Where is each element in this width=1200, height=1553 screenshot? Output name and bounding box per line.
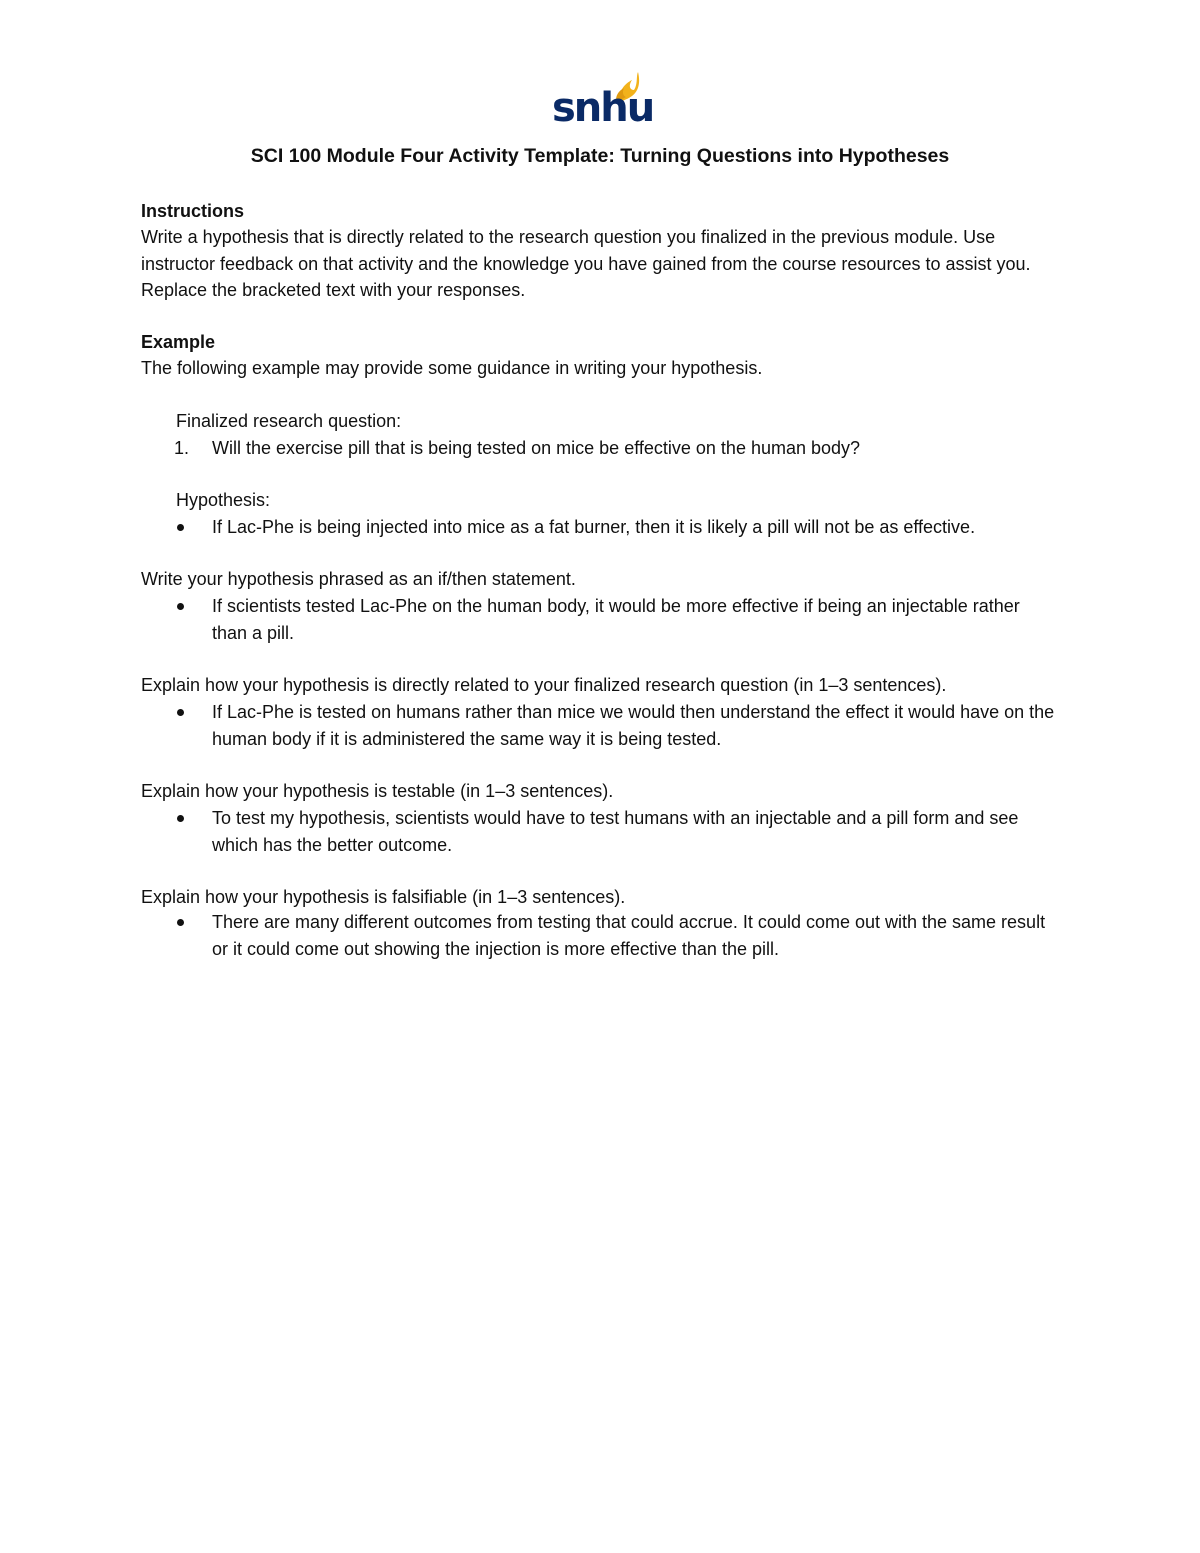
logo-wordmark: snhu bbox=[552, 85, 654, 131]
snhu-logo bbox=[552, 70, 654, 134]
response-testable bbox=[141, 805, 1071, 858]
bullet-icon bbox=[177, 603, 184, 610]
bullet-icon bbox=[177, 709, 184, 716]
response-falsifiable bbox=[141, 909, 1071, 962]
prompt-falsifiable: Explain how your hypothesis is falsifiable (in 1–3 sentences). bbox=[141, 887, 626, 907]
hypothesis-list-item bbox=[141, 514, 1071, 541]
response-if-then bbox=[141, 593, 1071, 646]
prompt-testable: Explain how your hypothesis is testable (in 1–3 sentences). bbox=[141, 781, 614, 801]
question-list-item bbox=[141, 435, 1071, 462]
response-text: If Lac-Phe is tested on humans rather than mice we would then understand the effect it would have on the human body if it is administered the same way it is being tested. bbox=[212, 702, 1055, 749]
document-title: SCI 100 Module Four Activity Template: Turning Questions into Hypotheses bbox=[250, 145, 950, 167]
bullet-icon bbox=[177, 815, 184, 822]
question-label: Finalized research question: bbox=[176, 411, 402, 431]
prompt-related: Explain how your hypothesis is directly related to your finalized research question (in 1–3 sentences). bbox=[141, 675, 947, 695]
list-number: 1. bbox=[174, 438, 190, 458]
example-intro: The following example may provide some guidance in writing your hypothesis. bbox=[141, 358, 763, 378]
response-text: There are many different outcomes from testing that could accrue. It could come out with the same result or it could come out showing the injection is more effective than the pill. bbox=[212, 912, 1046, 959]
hypothesis-text: If Lac-Phe is being injected into mice as a fat burner, then it is likely a pill will not be as effective. bbox=[212, 517, 976, 537]
prompt-if-then: Write your hypothesis phrased as an if/then statement. bbox=[141, 569, 576, 589]
response-text: If scientists tested Lac-Phe on the human body, it would be more effective if being an injectable rather than a pill. bbox=[212, 596, 1020, 643]
question-text: Will the exercise pill that is being tested on mice be effective on the human body? bbox=[212, 438, 861, 458]
example-heading: Example bbox=[141, 332, 216, 352]
response-related bbox=[141, 699, 1071, 752]
response-text: To test my hypothesis, scientists would have to test humans with an injectable and a pill form and see which has the better outcome. bbox=[212, 808, 1019, 855]
hypothesis-label: Hypothesis: bbox=[176, 490, 271, 510]
bullet-icon bbox=[177, 524, 184, 531]
bullet-icon bbox=[177, 919, 184, 926]
instructions-heading: Instructions bbox=[141, 201, 245, 221]
instructions-body: Write a hypothesis that is directly related to the research question you finalized in the previous module. Use instructor feedback on that activity and the knowledge you have gained from the course resources to assist you. Replace the bracketed text with your responses. bbox=[141, 227, 1031, 300]
